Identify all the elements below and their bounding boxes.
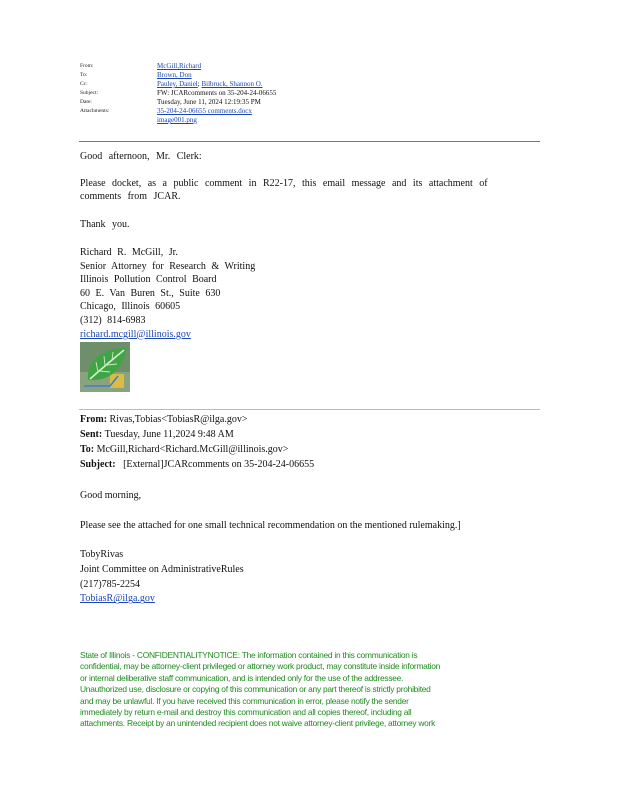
header-attachments-label: Attachments: [80, 108, 110, 114]
signature-org: Illinois Pollution Control Board [80, 274, 217, 286]
email-header [80, 62, 540, 125]
notice-line: or internal deliberative staff communication, and is intended only for the use of the addressee. [80, 672, 404, 683]
header-subject-label: Subject: [80, 90, 99, 96]
fwd-sig-name: TobyRivas [80, 549, 124, 560]
notice-line: confidential, may be attorney-client privileged or attorney work product, may constitute inside information [80, 661, 441, 672]
attachment-link-1[interactable]: 35-204-24-06655 comments.docx [157, 107, 252, 115]
header-from-label: From: [80, 63, 94, 69]
signature-address2: Chicago, Illinois 60605 [80, 301, 181, 313]
header-date-label: Date: [80, 99, 92, 105]
attachment-link-2[interactable]: image001.png [157, 116, 197, 124]
signature-email-link[interactable]: richard.mcgill@illinois.gov [80, 328, 191, 340]
fwd-sig-phone: (217)785-2254 [80, 578, 140, 590]
leaf-logo-icon [80, 342, 130, 392]
signature-block [80, 246, 255, 341]
header-cc-label: Cc: [80, 81, 88, 87]
fwd-subject-label: Subject: [80, 459, 116, 470]
signature-name: Richard R. McGill, Jr. [80, 247, 178, 258]
header-divider [79, 141, 540, 142]
notice-line: and may be unlawful. If you have received this communication in error, please notify the sender [80, 695, 409, 706]
header-attachments-row [80, 107, 540, 116]
fwd-sent-label: Sent: [80, 429, 103, 440]
fwd-signature [80, 548, 244, 607]
fwd-from-label: From: [80, 414, 108, 425]
header-from-row [80, 62, 540, 71]
header-date-row [80, 98, 540, 107]
confidentiality-notice [80, 650, 545, 730]
body-para1-line2: comments from JCAR. [80, 191, 181, 202]
body-thanks: Thank you. [80, 219, 130, 230]
header-cc-link-1[interactable]: Pauley, Daniel [157, 80, 198, 88]
header-to-label: To: [80, 72, 88, 78]
fwd-sig-org: Joint Committee on AdministrativeRules [80, 563, 244, 575]
header-subject-row [80, 89, 540, 98]
signature-title: Senior Attorney for Research & Writing [80, 260, 256, 272]
header-cc-link-2[interactable]: Bilbruck, Shannon O. [201, 80, 263, 88]
body-greeting: Good afternoon, Mr. Clerk: [80, 151, 202, 162]
forwarded-header [80, 412, 314, 472]
fwd-subject-value: [External]JCARcomments on 35-204-24-06655 [123, 459, 315, 470]
fwd-message: Please see the attached for one small technical recommendation on the mentioned rulemaking.] [80, 520, 461, 531]
notice-line: immediately by return e-mail and destroy this communication and all copies thereof, including all [80, 707, 412, 718]
header-subject-value: FW: JCARcomments on 35-204-24-06655 [157, 89, 277, 97]
fwd-sent-value: Tuesday, June 11,2024 9:48 AM [104, 429, 234, 440]
notice-line: Unauthorized use, disclosure or copying of this communication or any part thereof is strictly prohibited [80, 684, 431, 695]
header-date-value: Tuesday, June 11, 2024 12:19:35 PM [157, 98, 261, 106]
body-para1-line1: Please docket, as a public comment in R22-17, this email message and its attachment of [80, 178, 488, 189]
notice-line: attachments. Receipt by an unintended recipient does not waive attorney-client privilege, attorney work [80, 718, 436, 729]
fwd-greeting: Good morning, [80, 490, 142, 501]
fwd-to-label: To: [80, 444, 95, 455]
forward-divider [79, 409, 540, 410]
header-to-row [80, 71, 540, 80]
header-to-link[interactable]: Brown, Don [157, 71, 192, 79]
signature-phone: (312) 814-6983 [80, 314, 146, 326]
fwd-to-value: McGill,Richard<Richard.McGill@illinois.gov> [96, 444, 289, 455]
header-attachments-row-2 [80, 116, 540, 125]
header-from-link[interactable]: McGill,Richard [157, 62, 202, 70]
fwd-sig-email-link[interactable]: TobiasR@ilga.gov [80, 593, 155, 605]
signature-address1: 60 E. Van Buren St., Suite 630 [80, 287, 221, 299]
notice-line: State of Illinois - CONFIDENTIALITYNOTICE: The information contained in this communication is [80, 650, 418, 660]
header-cc-row: Cc: Pauley, Daniel; Bilbruck, Shannon O. [80, 80, 263, 88]
fwd-from-value: Rivas,Tobias<TobiasR@ilga.gov> [109, 414, 248, 425]
